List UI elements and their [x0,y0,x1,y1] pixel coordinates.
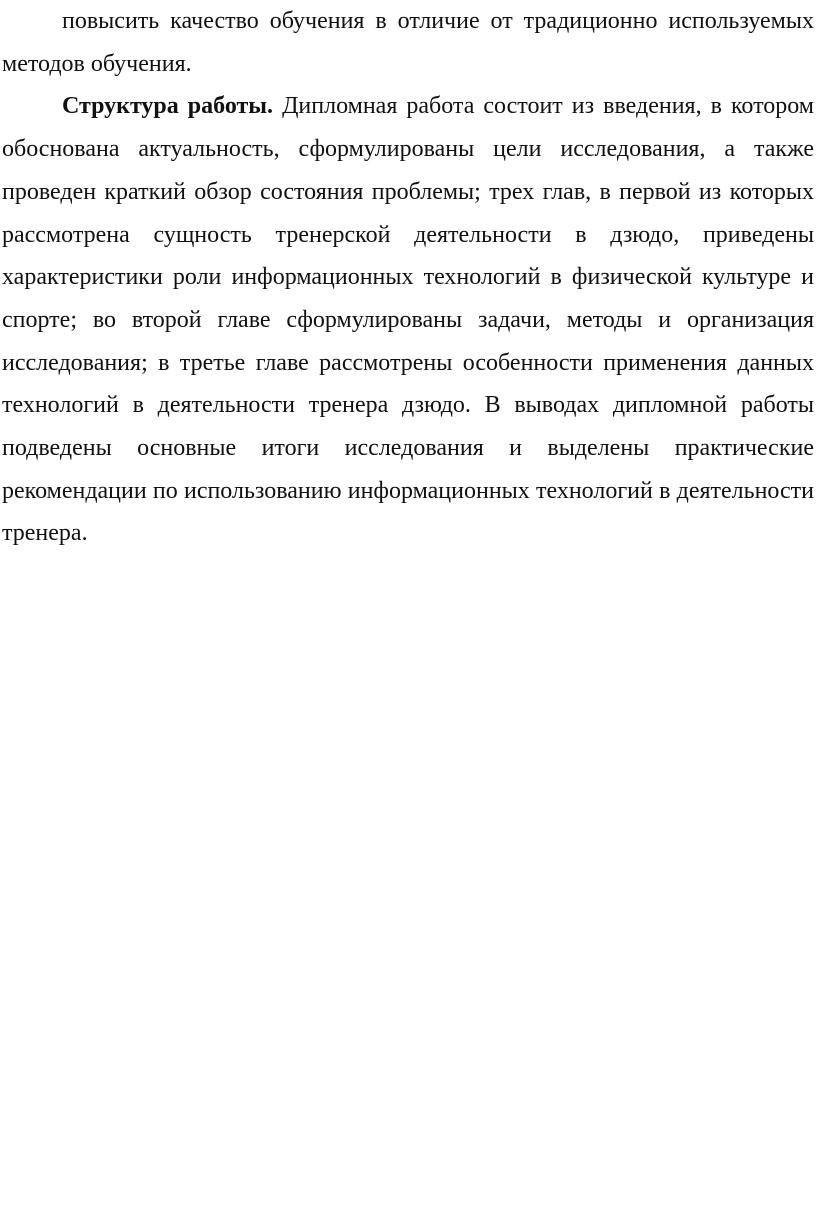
paragraph-continued: повысить качество обучения в отличие от традиционно используемых методов обучения. [2,8,814,77]
paragraph-body-text: Дипломная работа состоит из введения, в котором обоснована актуальность, сформулированы цели исследования, а также проведен краткий обзор состояния проблемы; трех глав, в первой из которых рассмотрена сущность тренерской деятельности в дзюдо, приведены характеристики роли информационных технологий в физической культуре и спорте; во второй главе сформулированы задачи, методы и организация исследования; в третье главе рассмотрены особенности применения данных технологий в деятельности тренера дзюдо. В выводах дипломной работы подведены основные итоги исследования и выделены практические рекомендации по использованию информационных технологий в деятельности тренера. [2,93,814,547]
paragraph-lead-heading: Структура работы. [62,93,274,120]
paragraph-structure [2,85,814,555]
document-body [2,0,814,555]
